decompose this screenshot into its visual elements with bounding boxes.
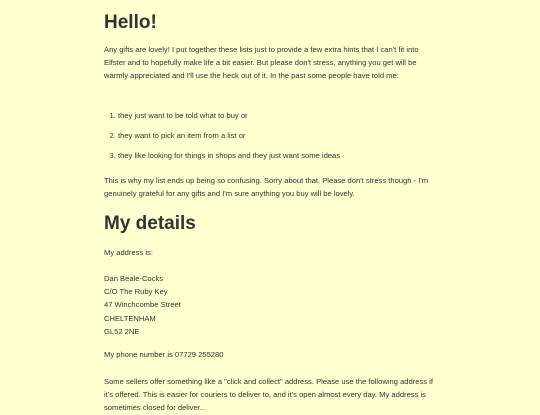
apology-paragraph: This is why my list ends up being so confusing. Sorry about that. Please don't stress though - I'm genuinely grateful for any gifts and I'm sure anything you buy will be lovely. — [104, 176, 429, 199]
address-line: CHELTENHAM — [104, 313, 156, 323]
intro-paragraph: Any gifts are lovely! I put together these lists just to provide a few extra hints that I can't fit into Elfster and to hopefully make life a bit easier. But please don't stress, anything you get will be warmly appreciated and I'll use the heck out of it. In the past some people have told me: — [104, 45, 419, 81]
address-line: Dan Beale-Cocks — [104, 274, 164, 283]
preferences-list — [104, 109, 436, 170]
details-heading: My details — [104, 213, 196, 234]
hello-heading: Hello! — [104, 12, 157, 33]
postal-address — [104, 272, 181, 338]
click-and-collect-paragraph: Some sellers offer something like a "click and collect" address. Please use the following address if it's offered. This is easier for couriers to deliver to, and it's open almost every day. My address is sometimes closed for deliver... — [104, 377, 433, 413]
list-item: 3. they like looking for things in shops and they just want some ideas — [118, 149, 436, 162]
address-line: C/O The Ruby Key — [104, 287, 168, 297]
address-line: 47 Winchcombe Street — [104, 300, 181, 310]
list-item: 1. they just want to be told what to buy or — [118, 109, 436, 122]
address-intro: My address is: — [104, 248, 153, 257]
address-line: GL52 2NE — [104, 326, 140, 336]
list-item: 2. they want to pick an item from a list or — [118, 129, 436, 142]
phone-number: My phone number is 07729 255280 — [104, 350, 224, 359]
